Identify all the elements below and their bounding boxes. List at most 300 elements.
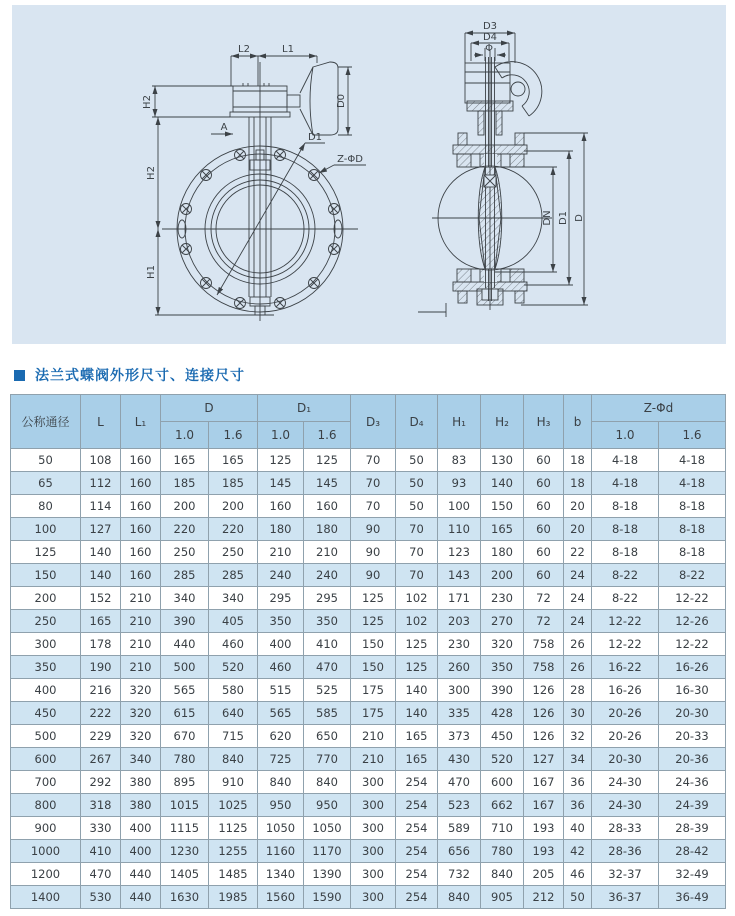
table-cell: 171	[438, 587, 481, 610]
section-title	[14, 365, 245, 385]
table-cell: 250	[11, 610, 81, 633]
table-cell: 254	[396, 771, 438, 794]
table-cell: 72	[524, 610, 564, 633]
table-cell: 90	[351, 564, 396, 587]
header-h3: H₃	[524, 395, 564, 449]
table-cell: 112	[81, 472, 121, 495]
header-l1: L₁	[121, 395, 161, 449]
table-cell: 185	[161, 472, 209, 495]
table-cell: 340	[121, 748, 161, 771]
table-cell: 212	[524, 886, 564, 909]
table-cell: 26	[564, 633, 592, 656]
table-cell: 8-18	[592, 495, 659, 518]
table-cell: 40	[564, 817, 592, 840]
table-cell: 28-33	[592, 817, 659, 840]
table-cell: 470	[438, 771, 481, 794]
dim-label-d1-side: D1	[558, 210, 569, 226]
table-cell: 24	[564, 564, 592, 587]
table-cell: 8-18	[592, 518, 659, 541]
table-cell: 167	[524, 771, 564, 794]
table-cell: 350	[304, 610, 351, 633]
table-cell: 24-30	[592, 794, 659, 817]
table-cell: 165	[481, 518, 524, 541]
table-cell: 254	[396, 886, 438, 909]
table-cell: 300	[351, 886, 396, 909]
table-cell: 780	[481, 840, 524, 863]
table-cell: 165	[209, 449, 258, 472]
table-cell: 220	[209, 518, 258, 541]
table-cell: 460	[209, 633, 258, 656]
table-row	[11, 863, 726, 886]
table-cell: 320	[121, 679, 161, 702]
table-cell: 725	[258, 748, 304, 771]
table-cell: 300	[351, 817, 396, 840]
table-cell: 123	[438, 541, 481, 564]
table-cell: 140	[396, 702, 438, 725]
table-cell: 125	[258, 449, 304, 472]
table-cell: 20-26	[592, 725, 659, 748]
table-cell: 50	[564, 886, 592, 909]
table-cell: 203	[438, 610, 481, 633]
table-cell: 24-36	[659, 771, 726, 794]
table-cell: 127	[524, 748, 564, 771]
table-cell: 300	[351, 863, 396, 886]
table-cell: 70	[351, 449, 396, 472]
table-row	[11, 771, 726, 794]
table-cell: 500	[161, 656, 209, 679]
table-cell: 205	[524, 863, 564, 886]
table-cell: 50	[396, 495, 438, 518]
table-cell: 193	[524, 840, 564, 863]
table-cell: 1015	[161, 794, 209, 817]
table-cell: 125	[351, 610, 396, 633]
table-cell: 140	[481, 472, 524, 495]
table-cell: 8-18	[592, 541, 659, 564]
table-cell: 300	[351, 771, 396, 794]
dim-label-d4: D4	[482, 32, 498, 43]
front-view-drawing	[152, 56, 366, 321]
table-cell: 150	[11, 564, 81, 587]
table-cell: 20	[564, 495, 592, 518]
table-cell: 125	[396, 656, 438, 679]
table-cell: 500	[11, 725, 81, 748]
table-cell: 1630	[161, 886, 209, 909]
table-cell: 24	[564, 610, 592, 633]
table-cell: 450	[11, 702, 81, 725]
table-cell: 160	[121, 449, 161, 472]
table-cell: 600	[11, 748, 81, 771]
table-cell: 16-26	[592, 679, 659, 702]
table-cell: 70	[396, 541, 438, 564]
table-cell: 200	[209, 495, 258, 518]
table-cell: 70	[351, 472, 396, 495]
table-cell: 18	[564, 472, 592, 495]
table-cell: 16-30	[659, 679, 726, 702]
dim-label-z-phi-d: Z-ΦD	[337, 154, 363, 165]
dim-label-d3: D3	[482, 21, 498, 32]
header-dn: 公称通径	[11, 395, 81, 449]
table-cell: 24-30	[592, 771, 659, 794]
table-cell: 125	[11, 541, 81, 564]
table-row	[11, 817, 726, 840]
table-cell: 140	[396, 679, 438, 702]
table-cell: 28	[564, 679, 592, 702]
table-cell: 330	[81, 817, 121, 840]
table-cell: 127	[81, 518, 121, 541]
table-cell: 140	[81, 564, 121, 587]
table-cell: 390	[161, 610, 209, 633]
dim-label-h2-top: H2	[142, 95, 153, 109]
table-cell: 150	[351, 656, 396, 679]
table-row	[11, 518, 726, 541]
table-cell: 28-42	[659, 840, 726, 863]
table-cell: 50	[396, 472, 438, 495]
table-cell: 440	[161, 633, 209, 656]
table-cell: 32	[564, 725, 592, 748]
table-cell: 8-22	[592, 587, 659, 610]
table-cell: 400	[11, 679, 81, 702]
table-cell: 520	[481, 748, 524, 771]
table-cell: 335	[438, 702, 481, 725]
table-row	[11, 748, 726, 771]
table-cell: 193	[524, 817, 564, 840]
table-cell: 60	[524, 541, 564, 564]
header-h1: H₁	[438, 395, 481, 449]
table-cell: 565	[258, 702, 304, 725]
table-cell: 295	[304, 587, 351, 610]
table-cell: 36	[564, 771, 592, 794]
table-cell: 1050	[304, 817, 351, 840]
table-cell: 240	[304, 564, 351, 587]
table-cell: 210	[351, 748, 396, 771]
table-cell: 222	[81, 702, 121, 725]
table-cell: 200	[11, 587, 81, 610]
table-cell: 150	[481, 495, 524, 518]
valve-drawings	[12, 5, 726, 344]
table-cell: 160	[304, 495, 351, 518]
dim-label-a: A	[220, 122, 228, 133]
table-cell: 1985	[209, 886, 258, 909]
table-row	[11, 679, 726, 702]
table-cell: 1230	[161, 840, 209, 863]
table-cell: 200	[161, 495, 209, 518]
table-cell: 285	[209, 564, 258, 587]
dim-label-d: D	[574, 214, 585, 222]
table-cell: 285	[161, 564, 209, 587]
table-cell: 50	[11, 449, 81, 472]
header-d1-pn10: 1.0	[258, 422, 304, 449]
table-cell: 254	[396, 817, 438, 840]
table-cell: 175	[351, 679, 396, 702]
table-cell: 1590	[304, 886, 351, 909]
table-cell: 585	[304, 702, 351, 725]
table-cell: 1170	[304, 840, 351, 863]
table-cell: 620	[258, 725, 304, 748]
table-cell: 12-22	[659, 587, 726, 610]
table-cell: 165	[161, 449, 209, 472]
table-cell: 145	[258, 472, 304, 495]
table-cell: 20-30	[659, 702, 726, 725]
table-cell: 20-30	[592, 748, 659, 771]
dim-label-phi: Φ	[485, 43, 493, 54]
table-cell: 200	[481, 564, 524, 587]
table-cell: 1400	[11, 886, 81, 909]
table-cell: 515	[258, 679, 304, 702]
table-cell: 1405	[161, 863, 209, 886]
table-cell: 470	[81, 863, 121, 886]
table-cell: 126	[524, 679, 564, 702]
table-cell: 410	[81, 840, 121, 863]
table-cell: 250	[209, 541, 258, 564]
table-cell: 254	[396, 794, 438, 817]
table-cell: 300	[438, 679, 481, 702]
table-cell: 240	[258, 564, 304, 587]
table-cell: 600	[481, 771, 524, 794]
table-cell: 900	[11, 817, 81, 840]
table-row	[11, 633, 726, 656]
table-cell: 1125	[209, 817, 258, 840]
table-cell: 8-22	[659, 564, 726, 587]
table-cell: 640	[209, 702, 258, 725]
table-cell: 160	[121, 495, 161, 518]
table-row	[11, 587, 726, 610]
table-row	[11, 840, 726, 863]
table-row	[11, 886, 726, 909]
table-cell: 320	[121, 725, 161, 748]
table-cell: 1115	[161, 817, 209, 840]
table-cell: 758	[524, 656, 564, 679]
table-cell: 60	[524, 449, 564, 472]
table-cell: 12-22	[659, 633, 726, 656]
table-cell: 910	[209, 771, 258, 794]
table-cell: 20	[564, 518, 592, 541]
table-cell: 50	[396, 449, 438, 472]
table-cell: 8-22	[592, 564, 659, 587]
table-cell: 190	[81, 656, 121, 679]
table-row	[11, 610, 726, 633]
table-cell: 93	[438, 472, 481, 495]
table-cell: 36-37	[592, 886, 659, 909]
table-cell: 160	[121, 472, 161, 495]
header-d4: D₄	[396, 395, 438, 449]
dimension-table	[10, 394, 726, 909]
table-cell: 12-26	[659, 610, 726, 633]
table-cell: 180	[481, 541, 524, 564]
table-cell: 800	[11, 794, 81, 817]
table-cell: 4-18	[659, 449, 726, 472]
technical-drawing-panel	[12, 5, 726, 344]
table-cell: 12-22	[592, 633, 659, 656]
table-cell: 220	[161, 518, 209, 541]
table-cell: 710	[481, 817, 524, 840]
table-cell: 90	[351, 518, 396, 541]
header-d-pn16: 1.6	[209, 422, 258, 449]
table-cell: 230	[481, 587, 524, 610]
table-cell: 300	[11, 633, 81, 656]
table-cell: 12-22	[592, 610, 659, 633]
table-cell: 440	[121, 886, 161, 909]
table-row	[11, 495, 726, 518]
table-cell: 1255	[209, 840, 258, 863]
table-cell: 950	[258, 794, 304, 817]
table-header	[11, 395, 726, 449]
table-cell: 160	[121, 541, 161, 564]
table-cell: 292	[81, 771, 121, 794]
table-cell: 46	[564, 863, 592, 886]
table-cell: 70	[396, 518, 438, 541]
table-cell: 1160	[258, 840, 304, 863]
table-row	[11, 725, 726, 748]
title-bullet-icon	[14, 370, 25, 381]
table-cell: 758	[524, 633, 564, 656]
table-cell: 525	[304, 679, 351, 702]
table-cell: 260	[438, 656, 481, 679]
header-l: L	[81, 395, 121, 449]
table-cell: 20-33	[659, 725, 726, 748]
table-cell: 300	[351, 794, 396, 817]
table-cell: 4-18	[592, 449, 659, 472]
table-cell: 100	[11, 518, 81, 541]
table-cell: 380	[121, 771, 161, 794]
table-cell: 4-18	[592, 472, 659, 495]
table-cell: 26	[564, 656, 592, 679]
table-cell: 350	[11, 656, 81, 679]
table-cell: 1000	[11, 840, 81, 863]
dim-label-h2: H2	[146, 166, 157, 180]
table-cell: 160	[121, 518, 161, 541]
table-cell: 1485	[209, 863, 258, 886]
table-cell: 373	[438, 725, 481, 748]
table-cell: 295	[258, 587, 304, 610]
header-d3: D₃	[351, 395, 396, 449]
table-cell: 60	[524, 564, 564, 587]
table-cell: 650	[304, 725, 351, 748]
table-cell: 656	[438, 840, 481, 863]
table-cell: 350	[481, 656, 524, 679]
header-d: D	[161, 395, 258, 422]
header-d1-pn16: 1.6	[304, 422, 351, 449]
table-cell: 126	[524, 725, 564, 748]
dim-label-h1: H1	[146, 265, 157, 279]
table-row	[11, 449, 726, 472]
table-cell: 950	[304, 794, 351, 817]
table-cell: 70	[396, 564, 438, 587]
table-cell: 110	[438, 518, 481, 541]
table-cell: 160	[121, 564, 161, 587]
table-cell: 165	[396, 748, 438, 771]
table-cell: 270	[481, 610, 524, 633]
table-cell: 130	[481, 449, 524, 472]
table-cell: 100	[438, 495, 481, 518]
table-cell: 167	[524, 794, 564, 817]
table-cell: 460	[258, 656, 304, 679]
table-cell: 8-18	[659, 541, 726, 564]
table-cell: 350	[258, 610, 304, 633]
table-cell: 254	[396, 863, 438, 886]
table-cell: 28-36	[592, 840, 659, 863]
table-cell: 4-18	[659, 472, 726, 495]
table-cell: 20-26	[592, 702, 659, 725]
dim-label-d0: D0	[336, 93, 347, 109]
table-cell: 16-26	[659, 656, 726, 679]
table-cell: 400	[258, 633, 304, 656]
table-cell: 108	[81, 449, 121, 472]
table-cell: 160	[258, 495, 304, 518]
table-cell: 175	[351, 702, 396, 725]
table-cell: 65	[11, 472, 81, 495]
table-cell: 895	[161, 771, 209, 794]
table-cell: 300	[351, 840, 396, 863]
table-cell: 450	[481, 725, 524, 748]
header-d-pn10: 1.0	[161, 422, 209, 449]
table-cell: 390	[481, 679, 524, 702]
table-cell: 670	[161, 725, 209, 748]
table-cell: 102	[396, 610, 438, 633]
table-cell: 210	[121, 656, 161, 679]
table-cell: 700	[11, 771, 81, 794]
table-cell: 320	[481, 633, 524, 656]
table-cell: 340	[209, 587, 258, 610]
table-cell: 143	[438, 564, 481, 587]
table-cell: 430	[438, 748, 481, 771]
table-cell: 80	[11, 495, 81, 518]
table-cell: 140	[81, 541, 121, 564]
table-cell: 83	[438, 449, 481, 472]
table-cell: 102	[396, 587, 438, 610]
dim-label-l1: L1	[282, 44, 294, 55]
table-cell: 250	[161, 541, 209, 564]
table-cell: 126	[524, 702, 564, 725]
table-cell: 28-39	[659, 817, 726, 840]
table-body	[11, 449, 726, 909]
table-cell: 840	[304, 771, 351, 794]
table-cell: 400	[121, 840, 161, 863]
table-cell: 565	[161, 679, 209, 702]
table-cell: 840	[258, 771, 304, 794]
header-z-phi-d: Z-Φd	[592, 395, 726, 422]
table-cell: 42	[564, 840, 592, 863]
table-cell: 1390	[304, 863, 351, 886]
table-cell: 125	[351, 587, 396, 610]
table-cell: 520	[209, 656, 258, 679]
table-cell: 770	[304, 748, 351, 771]
table-cell: 267	[81, 748, 121, 771]
table-cell: 18	[564, 449, 592, 472]
table-cell: 145	[304, 472, 351, 495]
table-cell: 210	[304, 541, 351, 564]
table-cell: 210	[121, 610, 161, 633]
dim-label-l2: L2	[238, 44, 250, 55]
table-cell: 210	[121, 633, 161, 656]
table-cell: 90	[351, 541, 396, 564]
table-cell: 60	[524, 495, 564, 518]
table-cell: 20-36	[659, 748, 726, 771]
header-zd-pn10: 1.0	[592, 422, 659, 449]
table-cell: 70	[351, 495, 396, 518]
table-cell: 165	[81, 610, 121, 633]
table-cell: 152	[81, 587, 121, 610]
table-cell: 178	[81, 633, 121, 656]
table-cell: 229	[81, 725, 121, 748]
header-h2: H₂	[481, 395, 524, 449]
table-cell: 254	[396, 840, 438, 863]
table-cell: 180	[304, 518, 351, 541]
table-cell: 523	[438, 794, 481, 817]
table-cell: 72	[524, 587, 564, 610]
side-view-drawing	[418, 33, 588, 317]
table-cell: 580	[209, 679, 258, 702]
table-cell: 589	[438, 817, 481, 840]
